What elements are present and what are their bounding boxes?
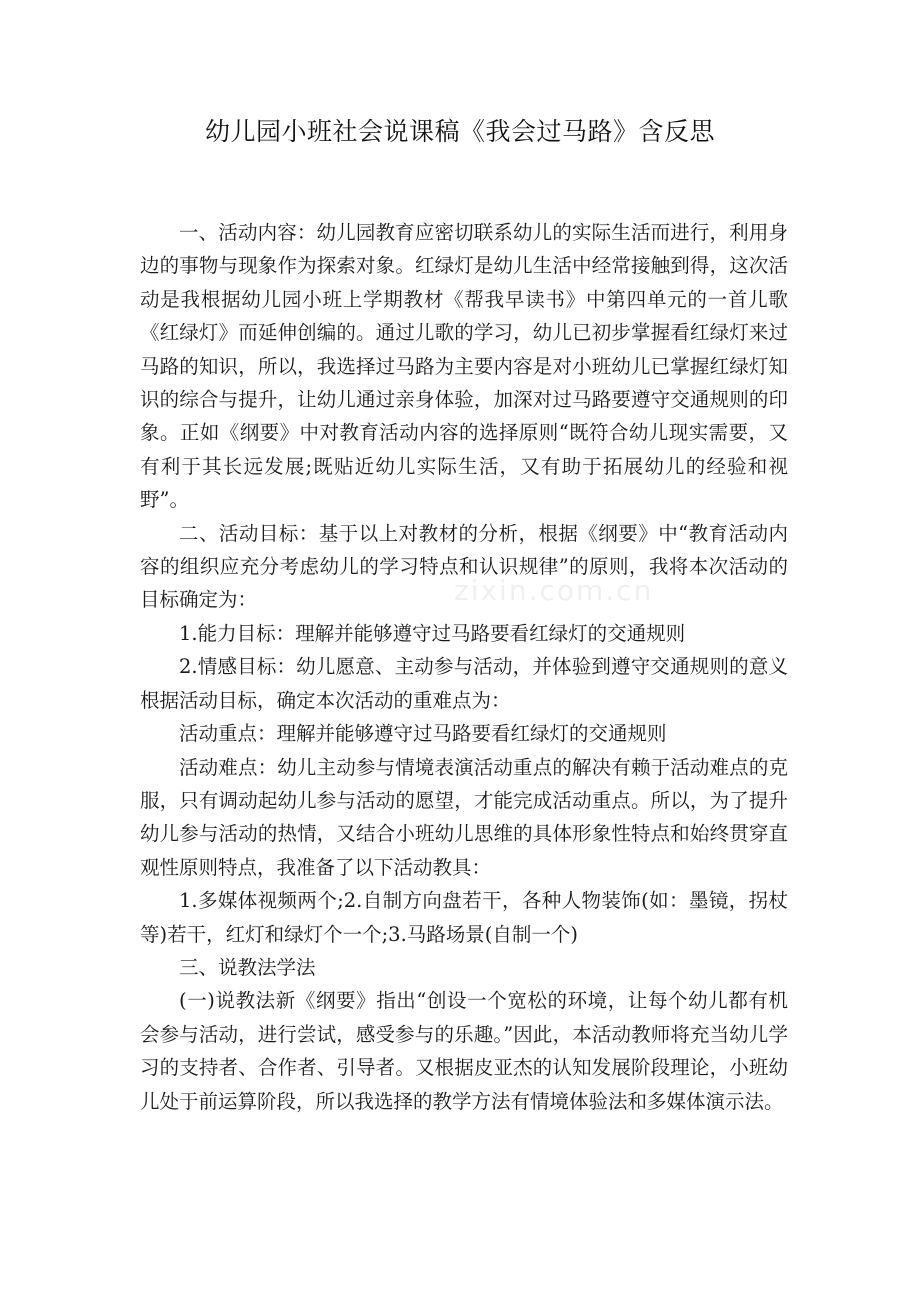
document-body <box>140 216 788 1118</box>
paragraph-activity-goals: 二、活动目标：基于以上对教材的分析，根据《纲要》中“教育活动内容的组织应充分考虑幼儿的学习特点和认识规律”的原则，我将本次活动的目标确定为： <box>140 521 788 612</box>
watermark: zixin.com.cn <box>454 574 654 607</box>
paragraph-key-point: 活动重点：理解并能够遵守过马路要看红绿灯的交通规则 <box>179 722 667 746</box>
paragraph-ability-goal: 1.能力目标：理解并能够遵守过马路要看红绿灯的交通规则 <box>179 621 686 645</box>
paragraph-emotion-goal: 2.情感目标：幼儿愿意、主动参与活动，并体验到遵守交通规则的意义根据活动目标，确定本次活动的重难点为： <box>140 655 788 712</box>
document-title: 幼儿园小班社会说课稿《我会过马路》含反思 <box>204 117 715 146</box>
section-heading-teaching-methods: 三、说教法学法 <box>179 955 316 979</box>
paragraph-activity-content: 一、活动内容：幼儿园教育应密切联系幼儿的实际生活而进行，利用身边的事物与现象作为探索对象。红绿灯是幼儿生活中经常接触到得，这次活动是我根据幼儿园小班上学期教材《帮我早读书》中第四单元的一首儿歌《红绿灯》而延伸创编的。通过儿歌的学习，幼儿已初步掌握看红绿灯来过马路的知识，所以，我选择过马路为主要内容是对小班幼儿已掌握红绿灯知识的综合与提升，让幼儿通过亲身体验，加深对过马路要遵守交通规则的印象。正如《纲要》中对教育活动内容的选择原则“既符合幼儿现实需要，又有利于其长远发展;既贴近幼儿实际生活，又有助于拓展幼儿的经验和视野”。 <box>140 221 788 512</box>
paragraph-teaching-aids: 1.多媒体视频两个;2.自制方向盘若干，各种人物装饰(如：墨镜，拐杖等)若干，红灯和绿灯个一个;3.马路场景(自制一个) <box>140 889 788 946</box>
paragraph-teaching-method: (一)说教法新《纲要》指出“创设一个宽松的环境，让每个幼儿都有机会参与活动，进行尝试，感受参与的乐趣。”因此，本活动教师将充当幼儿学习的支持者、合作者、引导者。又根据皮亚杰的认知发展阶段理论，小班幼儿处于前运算阶段，所以我选择的教学方法有情境体验法和多媒体演示法。 <box>140 989 788 1113</box>
paragraph-difficult-point: 活动难点：幼儿主动参与情境表演活动重点的解决有赖于活动难点的克服，只有调动起幼儿参与活动的愿望，才能完成活动重点。所以，为了提升幼儿参与活动的热情，又结合小班幼儿思维的具体形象性特点和始终贯穿直观性原则特点，我准备了以下活动教具： <box>140 755 788 879</box>
